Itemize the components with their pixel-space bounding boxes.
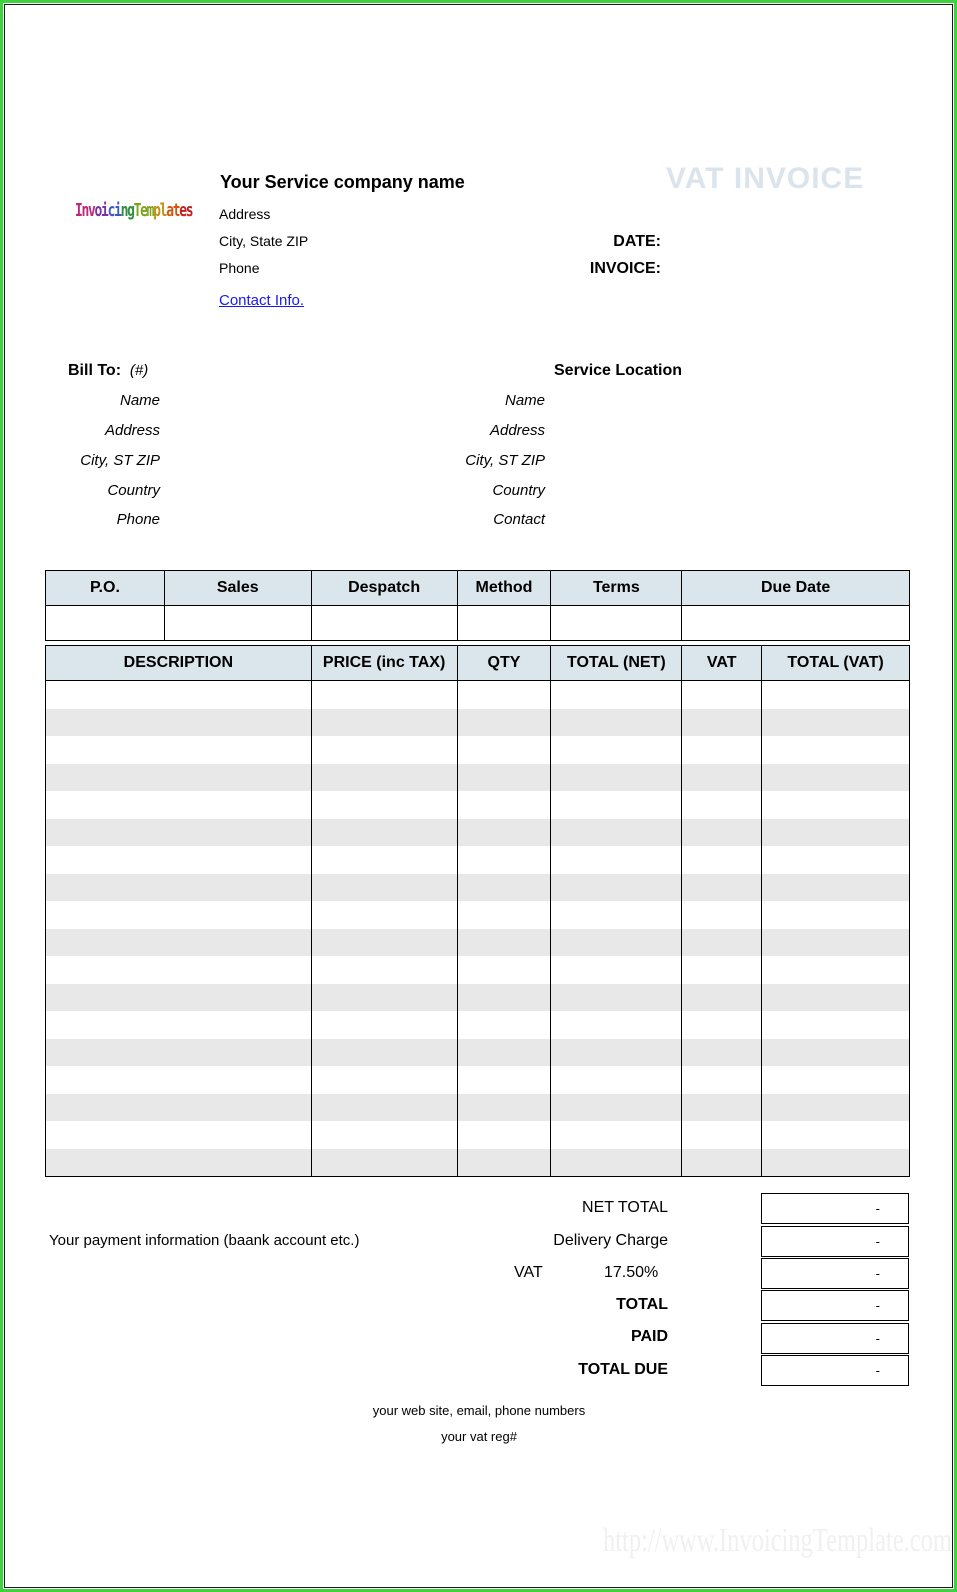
table-row: [46, 929, 910, 957]
vat-cell[interactable]: [682, 1066, 762, 1094]
total-net-cell[interactable]: [551, 1149, 682, 1177]
vat-cell[interactable]: [682, 984, 762, 1012]
bill-to-city: City, ST ZIP: [80, 452, 160, 469]
paid-value[interactable]: -: [761, 1323, 909, 1354]
qty-cell[interactable]: [457, 901, 551, 929]
total-due-value[interactable]: -: [761, 1355, 909, 1386]
line-items-table: [45, 645, 910, 1177]
logo-letter: a: [166, 200, 173, 221]
description-cell[interactable]: [46, 956, 312, 984]
qty-cell[interactable]: [457, 1094, 551, 1122]
total-vat-cell[interactable]: [762, 736, 910, 764]
delivery-charge-label: Delivery Charge: [553, 1232, 668, 1249]
table-row: [46, 956, 910, 984]
company-phone: Phone: [219, 260, 260, 276]
qty-cell[interactable]: [457, 1121, 551, 1149]
logo-letter: c: [107, 200, 115, 221]
company-name: Your Service company name: [220, 172, 465, 192]
vat-cell[interactable]: [682, 764, 762, 792]
vat-cell[interactable]: [682, 1149, 762, 1177]
qty-cell[interactable]: [457, 1066, 551, 1094]
qty-cell[interactable]: [457, 764, 551, 792]
description-cell[interactable]: [46, 1121, 312, 1149]
total-net-cell[interactable]: [551, 681, 682, 709]
date-label: DATE:: [613, 233, 661, 250]
description-cell[interactable]: [46, 1149, 312, 1177]
table-row: [46, 1149, 910, 1177]
total-vat-cell[interactable]: [762, 874, 910, 902]
service-address: Address: [489, 422, 545, 439]
watermark-url: http://www.InvoicingTemplate.com: [603, 1522, 952, 1559]
net-total-value[interactable]: -: [761, 1193, 909, 1224]
qty-cell[interactable]: [457, 1149, 551, 1177]
description-cell[interactable]: [46, 1011, 312, 1039]
price-cell[interactable]: [311, 956, 457, 984]
price-cell[interactable]: [311, 736, 457, 764]
price-cell[interactable]: [311, 846, 457, 874]
bill-to-name: Name: [119, 392, 160, 409]
vat-cell[interactable]: [682, 1094, 762, 1122]
total-vat-cell[interactable]: [762, 1011, 910, 1039]
qty-cell[interactable]: [457, 874, 551, 902]
total-net-cell[interactable]: [551, 764, 682, 792]
method-cell[interactable]: [457, 606, 551, 641]
vat-cell[interactable]: [682, 1011, 762, 1039]
total-net-cell[interactable]: [551, 791, 682, 819]
table-row: [46, 819, 910, 847]
table-row: [46, 1121, 910, 1149]
total-net-header: TOTAL (NET): [551, 646, 682, 681]
description-cell[interactable]: [46, 819, 312, 847]
vat-cell[interactable]: [682, 1121, 762, 1149]
document-title: VAT INVOICE: [666, 162, 865, 195]
vat-cell[interactable]: [682, 929, 762, 957]
total-net-cell[interactable]: [551, 709, 682, 737]
table-row: [46, 709, 910, 737]
total-vat-cell[interactable]: [762, 709, 910, 737]
logo-letter: n: [120, 200, 128, 221]
due-date-header: Due Date: [682, 571, 910, 606]
total-vat-cell[interactable]: [762, 681, 910, 709]
total-vat-cell[interactable]: [762, 1066, 910, 1094]
service-city: City, ST ZIP: [465, 452, 545, 469]
service-location-label: Service Location: [554, 362, 683, 379]
logo-letter: I: [75, 200, 82, 221]
price-cell[interactable]: [311, 1094, 457, 1122]
table-row: [46, 984, 910, 1012]
contact-info-link[interactable]: Contact Info.: [219, 292, 305, 309]
qty-cell[interactable]: [457, 1039, 551, 1067]
service-country: Country: [492, 482, 545, 499]
invoice-label: INVOICE:: [589, 260, 661, 277]
total-net-cell[interactable]: [551, 1094, 682, 1122]
vat-cell[interactable]: [682, 736, 762, 764]
total-value[interactable]: -: [761, 1290, 909, 1321]
vat-cell[interactable]: [682, 709, 762, 737]
description-cell[interactable]: [46, 1066, 312, 1094]
vat-cell[interactable]: [682, 819, 762, 847]
vat-value[interactable]: -: [761, 1258, 909, 1289]
table-row: [46, 1039, 910, 1067]
po-cell[interactable]: [46, 606, 165, 641]
despatch-cell[interactable]: [311, 606, 457, 641]
total-net-cell[interactable]: [551, 736, 682, 764]
description-cell[interactable]: [46, 1039, 312, 1067]
logo-letter: n: [81, 200, 89, 221]
method-header: Method: [457, 571, 551, 606]
bill-to-address: Address: [104, 422, 160, 439]
total-net-cell[interactable]: [551, 984, 682, 1012]
price-cell[interactable]: [311, 764, 457, 792]
terms-cell[interactable]: [551, 606, 682, 641]
service-name: Name: [504, 392, 545, 409]
description-header: DESCRIPTION: [46, 646, 312, 681]
total-net-cell[interactable]: [551, 846, 682, 874]
vat-cell[interactable]: [682, 846, 762, 874]
delivery-charge-value[interactable]: -: [761, 1226, 909, 1257]
qty-cell[interactable]: [457, 956, 551, 984]
table-row: [46, 1066, 910, 1094]
price-cell[interactable]: [311, 901, 457, 929]
description-cell[interactable]: [46, 681, 312, 709]
price-header: PRICE (inc TAX): [311, 646, 457, 681]
total-vat-cell[interactable]: [762, 956, 910, 984]
total-net-cell[interactable]: [551, 1011, 682, 1039]
vat-cell[interactable]: [682, 1039, 762, 1067]
table-row: [46, 846, 910, 874]
due-date-cell[interactable]: [682, 606, 910, 641]
vat-label: VAT: [514, 1264, 543, 1281]
sales-header: Sales: [164, 571, 311, 606]
logo-letter: e: [179, 200, 186, 221]
total-net-cell[interactable]: [551, 874, 682, 902]
sales-cell[interactable]: [164, 606, 311, 641]
payment-info: Your payment information (baank account etc.): [49, 1232, 360, 1249]
total-vat-cell[interactable]: [762, 901, 910, 929]
price-cell[interactable]: [311, 1149, 457, 1177]
logo-letter: i: [114, 200, 121, 221]
description-cell[interactable]: [46, 791, 312, 819]
total-vat-cell[interactable]: [762, 764, 910, 792]
logo-letter: v: [88, 200, 95, 221]
total-vat-cell[interactable]: [762, 819, 910, 847]
service-contact: Contact: [493, 511, 545, 528]
price-cell[interactable]: [311, 984, 457, 1012]
description-cell[interactable]: [46, 736, 312, 764]
logo-letter: T: [133, 200, 141, 221]
total-net-cell[interactable]: [551, 819, 682, 847]
total-net-cell[interactable]: [551, 929, 682, 957]
description-cell[interactable]: [46, 984, 312, 1012]
footer-vat-reg: your vat reg#: [441, 1429, 517, 1444]
vat-cell[interactable]: [682, 791, 762, 819]
company-address: Address: [219, 206, 271, 222]
qty-cell[interactable]: [457, 929, 551, 957]
qty-cell[interactable]: [457, 709, 551, 737]
qty-cell[interactable]: [457, 1011, 551, 1039]
vat-cell[interactable]: [682, 901, 762, 929]
description-cell[interactable]: [46, 764, 312, 792]
price-cell[interactable]: [311, 1011, 457, 1039]
company-logo: [75, 200, 192, 221]
price-cell[interactable]: [311, 874, 457, 902]
description-cell[interactable]: [46, 709, 312, 737]
total-net-cell[interactable]: [551, 901, 682, 929]
total-vat-cell[interactable]: [762, 1121, 910, 1149]
footer-contact: your web site, email, phone numbers: [372, 1403, 586, 1418]
price-cell[interactable]: [311, 791, 457, 819]
company-city: City, State ZIP: [219, 233, 309, 249]
qty-cell[interactable]: [457, 791, 551, 819]
order-info-table: [45, 570, 910, 641]
total-vat-cell[interactable]: [762, 929, 910, 957]
total-net-cell[interactable]: [551, 956, 682, 984]
total-vat-header: TOTAL (VAT): [762, 646, 910, 681]
vat-rate: 17.50%: [604, 1264, 659, 1281]
total-vat-cell[interactable]: [762, 1039, 910, 1067]
despatch-header: Despatch: [311, 571, 457, 606]
logo-letter: l: [159, 200, 167, 221]
description-cell[interactable]: [46, 874, 312, 902]
total-due-label: TOTAL DUE: [578, 1361, 668, 1378]
price-cell[interactable]: [311, 1066, 457, 1094]
qty-cell[interactable]: [457, 736, 551, 764]
table-row: [46, 764, 910, 792]
price-cell[interactable]: [311, 1121, 457, 1149]
logo-letter: o: [94, 200, 102, 221]
table-row: [46, 736, 910, 764]
logo-letter: g: [127, 200, 134, 221]
price-cell[interactable]: [311, 819, 457, 847]
vat-cell[interactable]: [682, 681, 762, 709]
logo-letter: i: [101, 200, 108, 221]
total-vat-cell[interactable]: [762, 791, 910, 819]
price-cell[interactable]: [311, 929, 457, 957]
logo-letter: p: [153, 200, 160, 221]
qty-cell[interactable]: [457, 681, 551, 709]
total-vat-cell[interactable]: [762, 984, 910, 1012]
table-row: [46, 874, 910, 902]
vat-cell[interactable]: [682, 874, 762, 902]
logo-letter: t: [172, 200, 180, 221]
table-row: [46, 1011, 910, 1039]
total-net-cell[interactable]: [551, 1066, 682, 1094]
table-row: [46, 1094, 910, 1122]
logo-letter: s: [185, 200, 193, 221]
net-total-label: NET TOTAL: [582, 1199, 668, 1216]
total-net-cell[interactable]: [551, 1121, 682, 1149]
total-vat-cell[interactable]: [762, 1094, 910, 1122]
po-header: P.O.: [46, 571, 165, 606]
bill-to-country: Country: [107, 482, 160, 499]
table-row: [46, 791, 910, 819]
table-row: [46, 681, 910, 709]
qty-header: QTY: [457, 646, 551, 681]
price-cell[interactable]: [311, 681, 457, 709]
description-cell[interactable]: [46, 846, 312, 874]
price-cell[interactable]: [311, 709, 457, 737]
logo-letter: e: [140, 200, 147, 221]
description-cell[interactable]: [46, 1094, 312, 1122]
description-cell[interactable]: [46, 929, 312, 957]
bill-to-label: Bill To: (#): [68, 362, 149, 379]
bill-to-phone: Phone: [116, 511, 160, 528]
qty-cell[interactable]: [457, 819, 551, 847]
qty-cell[interactable]: [457, 846, 551, 874]
price-cell[interactable]: [311, 1039, 457, 1067]
description-cell[interactable]: [46, 901, 312, 929]
table-row: [46, 901, 910, 929]
vat-header: VAT: [682, 646, 762, 681]
paid-label: PAID: [630, 1328, 668, 1345]
terms-header: Terms: [551, 571, 682, 606]
logo-letter: m: [146, 200, 154, 221]
vat-cell[interactable]: [682, 956, 762, 984]
total-label: TOTAL: [616, 1296, 668, 1313]
qty-cell[interactable]: [457, 984, 551, 1012]
total-net-cell[interactable]: [551, 1039, 682, 1067]
total-vat-cell[interactable]: [762, 1149, 910, 1177]
total-vat-cell[interactable]: [762, 846, 910, 874]
